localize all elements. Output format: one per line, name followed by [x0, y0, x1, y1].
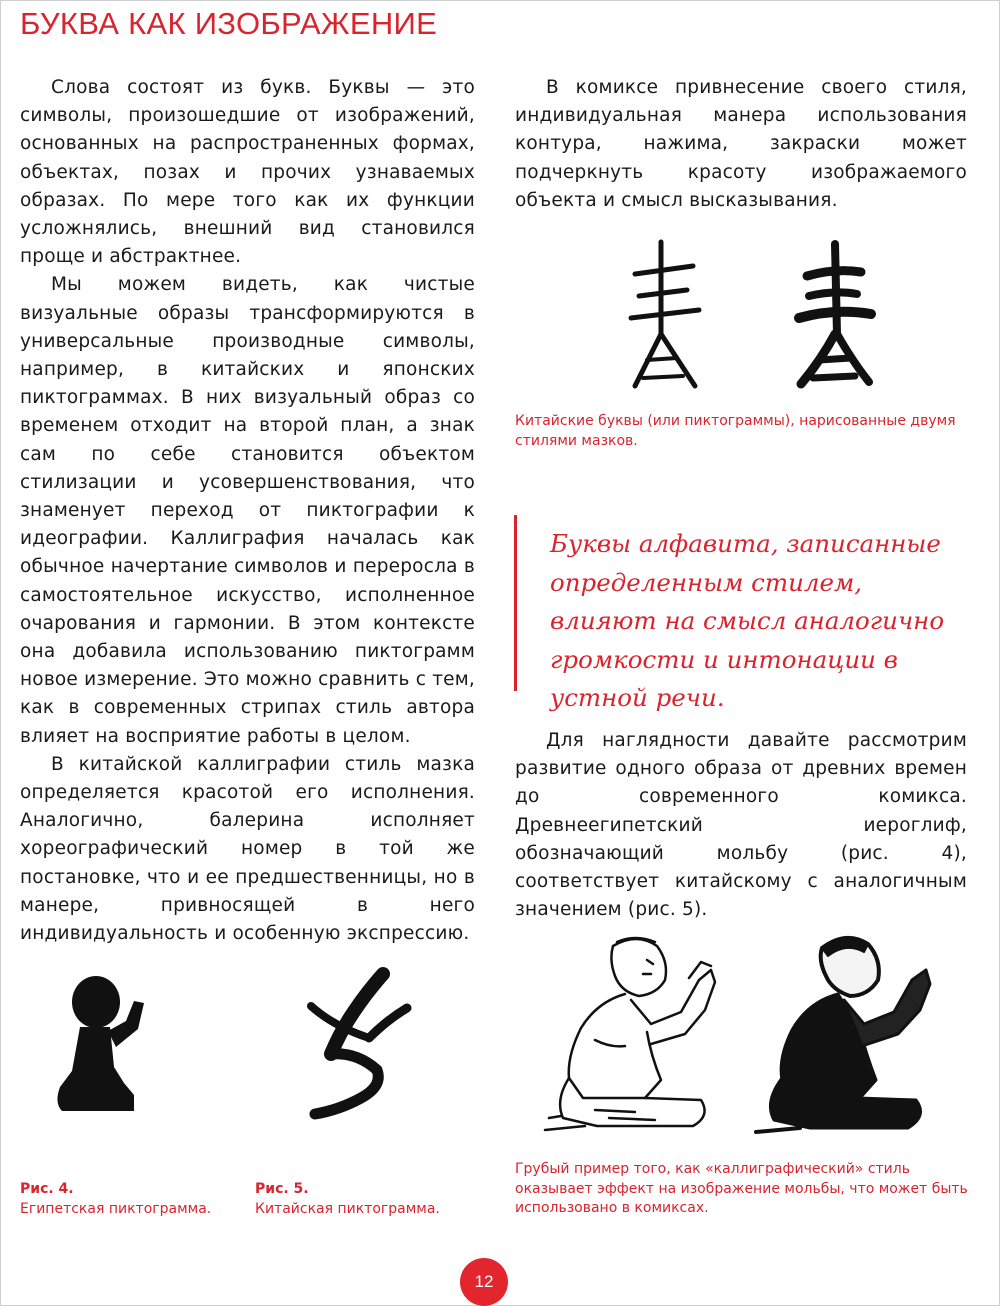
praying-man-calligraphic-illustration	[738, 930, 938, 1140]
figure-5-caption	[255, 1180, 485, 1219]
chinese-pictogram-bold-style	[795, 242, 875, 390]
pull-quote-bar	[514, 515, 517, 691]
pictogram-caption: Китайские буквы (или пиктограммы), нарисованные двумя стилями мазков.	[515, 413, 956, 449]
comic-caption: Грубый пример того, как «каллиграфический» стиль оказывает эффект на изображение мольбы, что может быть использовано в комиксах.	[515, 1161, 968, 1216]
pull-quote: Буквы алфавита, записанные определенным стилем, влияют на смысл аналогично громкости и интонации в устной речи.	[550, 529, 945, 712]
paragraph: Для наглядности давайте рассмотрим развитие одного образа от древних времен до современного комикса. Древнеегипетский иероглиф, обозначающий мольбу (рис. 4), соответствует китайскому с аналогичным значением (рис. 5).	[515, 730, 967, 921]
figure-5-label: Рис. 5.	[255, 1181, 309, 1197]
figure-4-label: Рис. 4.	[20, 1181, 74, 1197]
paragraph: Мы можем видеть, как чистые визуальные образы трансформируются в универсальные производные символы, например, в китайских и японских пиктограммах. В них визуальный образ со временем отходит на второй план, а знак сам по себе становится объектом стилизации и усовершенствования, что знаменует переход от пиктографии к идеографии. Каллиграфия началась как обычное начертание символов и переросла в самостоятельное искусство, исполненное очарования и гармонии. В этом контексте она добавила использованию пиктограмм новое измерение. Это можно сравнить с тем, как в современных стрипах стиль автора влияет на восприятие работы в целом.	[20, 274, 475, 747]
figure-5-text: Китайская пиктограмма.	[255, 1200, 440, 1217]
figure-4-text: Египетская пиктограмма.	[20, 1200, 212, 1217]
chinese-pictogram-thin-style	[625, 238, 705, 390]
paragraph: В китайской каллиграфии стиль мазка определяется красотой его исполнения. Аналогично, балерина исполняет хореографический номер в той же постановке, что и ее предшественницы, но в манере, привносящей в него индивидуальность и особенную экспрессию.	[20, 753, 475, 945]
page-number: 12	[460, 1258, 508, 1306]
paragraph: Слова состоят из букв. Буквы — это символы, произошедшие от изображений, основанных на распространенных формах, объектах, позах и прочих узнаваемых образах. По мере того как их функции усложнялись, внешний вид становился проще и абстрактнее.	[20, 77, 475, 268]
page-title: БУКВА КАК ИЗОБРАЖЕНИЕ	[20, 6, 438, 41]
left-column-text	[20, 74, 475, 948]
praying-man-outline-illustration	[525, 930, 725, 1140]
chinese-pictogram-fig5	[295, 968, 415, 1123]
egyptian-pictogram	[50, 975, 150, 1120]
right-column-second	[515, 727, 967, 924]
paragraph: В комиксе привнесение своего стиля, индивидуальная манера использования контура, нажима, закраски может подчеркнуть красоту изображаемого объекта и смысл высказывания.	[515, 77, 967, 211]
right-column-intro	[515, 74, 967, 215]
figure-4-caption	[20, 1180, 250, 1219]
